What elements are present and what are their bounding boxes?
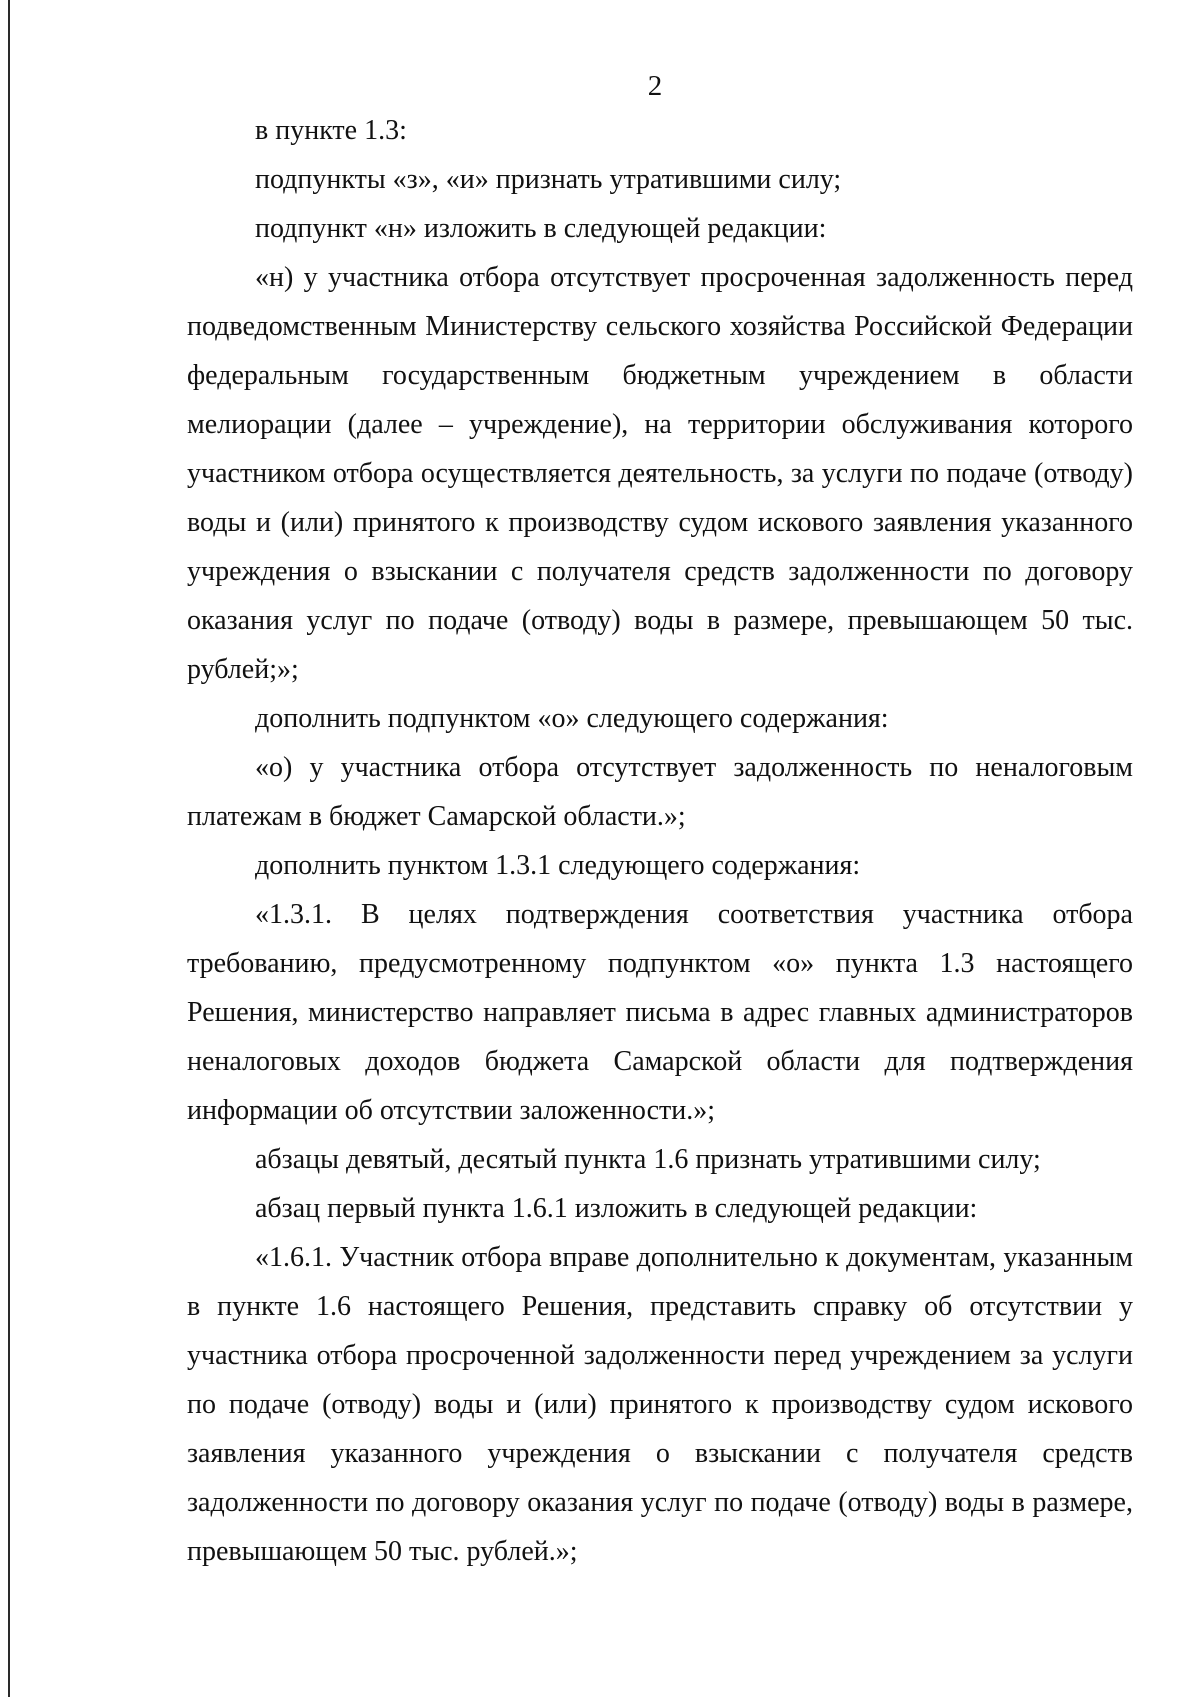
paragraph: дополнить подпунктом «о» следующего содержания: <box>255 703 889 734</box>
paragraph: подпункт «н» изложить в следующей редакции: <box>255 213 827 244</box>
paragraph: абзац первый пункта 1.6.1 изложить в следующей редакции: <box>255 1193 978 1224</box>
paragraph: дополнить пунктом 1.3.1 следующего содержания: <box>255 850 861 881</box>
document-body <box>187 106 1133 1576</box>
page-number: 2 <box>647 70 663 102</box>
paragraph: абзацы девятый, десятый пункта 1.6 признать утратившими силу; <box>255 1144 1041 1175</box>
paragraph: подпункты «з», «и» признать утратившими силу; <box>255 164 842 195</box>
paragraph: в пункте 1.3: <box>255 115 407 146</box>
paragraph: «н) у участника отбора отсутствует просроченная задолженность перед подведомственным Министерству сельского хозяйства Российской Федерации федеральным государственным бюджетным учреждением в области мелиорации (далее – учреждение), на территории обслуживания которого участником отбора осуществляется деятельность, за услуги по подаче (отводу) воды и (или) принятого к производству судом искового заявления указанного учреждения о взыскании с получателя средств задолженности по договору оказания услуг по подаче (отводу) воды в размере, превышающем 50 тыс. рублей;»; <box>187 262 1133 685</box>
paragraph: «о) у участника отбора отсутствует задолженность по неналоговым платежам в бюджет Самарской области.»; <box>187 752 1133 832</box>
paragraph: «1.6.1. Участник отбора вправе дополнительно к документам, указанным в пункте 1.6 настоящего Решения, представить справку об отсутствии у участника отбора просроченной задолженности перед учреждением за услуги по подаче (отводу) воды и (или) принятого к производству судом искового заявления указанного учреждения о взыскании с получателя средств задолженности по договору оказания услуг по подаче (отводу) воды в размере, превышающем 50 тыс. рублей.»; <box>187 1242 1133 1567</box>
scan-left-edge <box>8 0 10 1697</box>
paragraph: «1.3.1. В целях подтверждения соответствия участника отбора требованию, предусмотренному подпунктом «о» пункта 1.3 настоящего Решения, министерство направляет письма в адрес главных администраторов неналоговых доходов бюджета Самарской области для подтверждения информации об отсутствии заложенности.»; <box>187 899 1133 1126</box>
